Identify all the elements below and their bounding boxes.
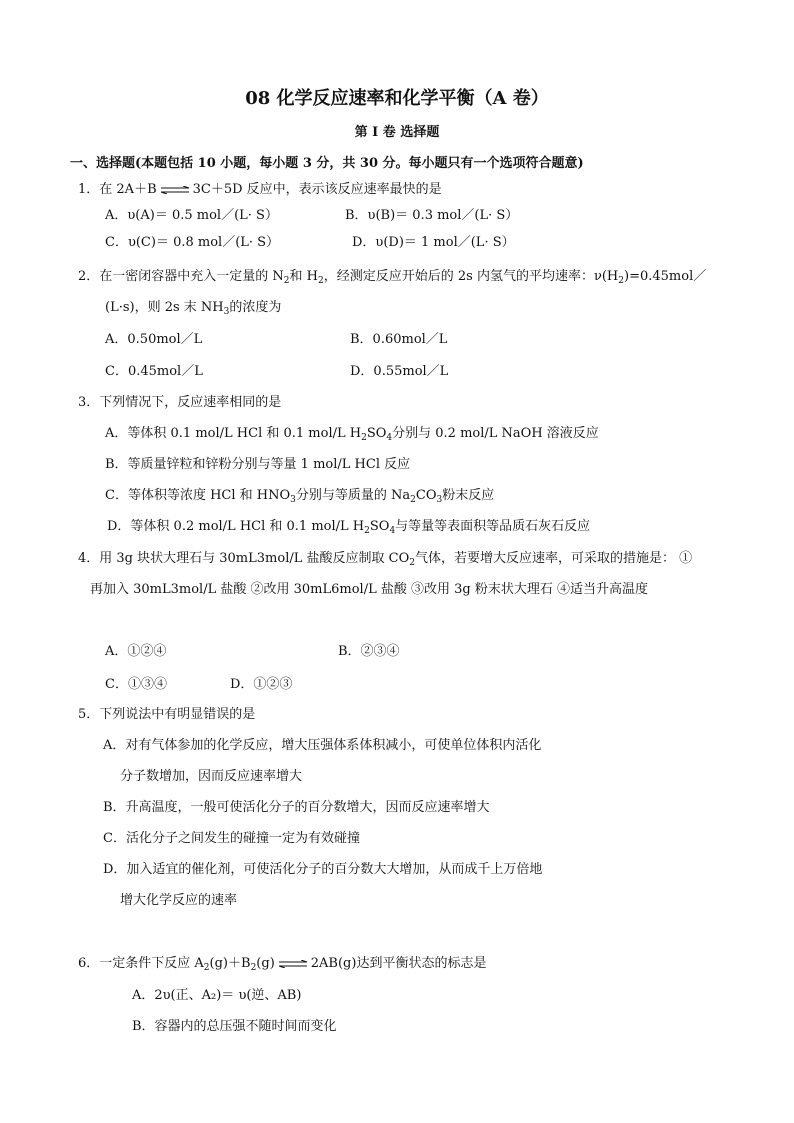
question-2-stem-line2: [105, 299, 281, 317]
subscript: 3: [436, 495, 443, 505]
q3-option-b: B．等质量锌粒和锌粉分别与等量 1 mol/L HCl 反应: [105, 457, 411, 472]
q3-option-a: [105, 425, 599, 443]
subscript: 3: [290, 495, 296, 505]
q2-option-b: B．0.60mol／L: [350, 332, 448, 347]
q1-stem-part: 1．在 2A＋B: [78, 182, 157, 197]
equilibrium-arrow-icon: [278, 960, 308, 968]
q4-option-a: A．①②④: [105, 644, 167, 659]
q3-option-d: [107, 518, 590, 536]
q6-text: (g): [256, 956, 275, 971]
q4-option-d: D．①②③: [230, 677, 293, 692]
q3-text: CO: [415, 488, 437, 503]
q5-option-a-cont: 分子数增加，因而反应速率增大: [120, 769, 303, 784]
subscript: 3: [223, 307, 230, 317]
section-title: 第 I 卷 选择题: [354, 125, 440, 140]
q1-option-d: D．υ(D)＝ 1 mol／(L· S）: [352, 235, 515, 250]
q2-text: 和 H: [289, 269, 318, 284]
q2-option-c: C．0.45mol／L: [105, 364, 203, 379]
subscript: 2: [409, 558, 415, 568]
question-1-stem: [78, 181, 442, 199]
subscript: 2: [283, 276, 290, 286]
q4-option-b: B．②③④: [338, 644, 400, 659]
question-5-stem: 5．下列说法中有明显错误的是: [78, 707, 256, 722]
subscript: 4: [389, 526, 396, 536]
question-4-stem: [78, 550, 692, 568]
q4-option-c: C．①③④: [105, 677, 167, 692]
q2-text: 的浓度为: [229, 300, 282, 315]
q5-option-d-cont: 增大化学反应的速率: [120, 893, 238, 908]
q2-text: ，经测定反应开始后的 2s 内氢气的平均速率：ν(H: [323, 269, 619, 284]
question-4-stem-line2: 再加入 30mL3mol/L 盐酸 ②改用 30mL6mol/L 盐酸 ③改用 3g 粉末状大理石 ④适当升高温度: [90, 582, 648, 597]
q2-text: 2．在一密闭容器中充入一定量的 N: [78, 269, 284, 284]
section-instruction: 一、选择题(本题包括 10 小题，每小题 3 分，共 30 分。每小题只有一个选项符合题意): [70, 156, 584, 171]
q3-text: A．等体积 0.1 mol/L HCl 和 0.1 mol/L H: [105, 426, 362, 441]
q6-text: (g)＋B: [209, 956, 251, 971]
q1-option-a: A．υ(A)＝ 0.5 mol／(L· S）: [105, 208, 278, 223]
q3-text: SO: [366, 426, 387, 441]
q3-text: 与等量等表面积等品质石灰石反应: [395, 519, 591, 534]
subscript: 2: [318, 276, 324, 286]
q3-text: 分别与等质量的 Na: [295, 488, 411, 503]
subscript: 2: [250, 963, 257, 973]
subscript: 4: [386, 433, 393, 443]
subscript: 2: [364, 526, 370, 536]
question-2-stem: [78, 268, 706, 286]
subscript: 2: [410, 495, 416, 505]
q3-text: SO: [369, 519, 390, 534]
page-title: 08 化学反应速率和化学平衡（A 卷）: [245, 88, 549, 109]
q5-option-d: D．加入适宜的催化剂，可使活化分子的百分数大大增加，从而成千上万倍地: [103, 862, 543, 877]
q6-text: 6．一定条件下反应 A: [78, 956, 204, 971]
q3-text: D．等体积 0.2 mol/L HCl 和 0.1 mol/L H: [107, 519, 365, 534]
q1-option-c: C．υ(C)＝ 0.8 mol／(L· S）: [105, 235, 280, 250]
q3-text: 分别与 0.2 mol/L NaOH 溶液反应: [392, 426, 599, 441]
q1-stem-part: 3C＋5D 反应中，表示该反应速率最快的是: [192, 182, 442, 197]
q6-text: 2AB(g)达到平衡状态的标志是: [310, 956, 487, 971]
subscript: 2: [203, 963, 210, 973]
q6-option-b: B．容器内的总压强不随时间而变化: [132, 1019, 337, 1034]
q2-option-d: D．0.55mol／L: [350, 364, 449, 379]
q5-option-c: C．活化分子之间发生的碰撞一定为有效碰撞: [103, 831, 360, 846]
q2-text: (L·s)，则 2s 末 NH: [105, 300, 224, 315]
q3-text: 粉末反应: [442, 488, 495, 503]
q2-option-a: A．0.50mol／L: [105, 332, 203, 347]
q1-option-b: B．υ(B)＝ 0.3 mol／(L· S）: [345, 208, 519, 223]
q4-text: 气体，若要增大反应速率，可采取的措施是： ①: [414, 551, 693, 566]
q5-option-b: B．升高温度，一般可使活化分子的百分数增大，因而反应速率增大: [103, 800, 490, 815]
q6-option-a: A．2υ(正、A₂)＝ υ(逆、AB): [132, 988, 302, 1003]
equilibrium-arrow-icon: [160, 186, 190, 194]
q3-text: C．等体积等浓度 HCl 和 HNO: [105, 488, 291, 503]
subscript: 2: [618, 276, 624, 286]
q5-option-a: A．对有气体参加的化学反应，增大压强体系体积减小，可使单位体积内活化: [103, 738, 542, 753]
question-6-stem: [78, 955, 486, 973]
question-3-stem: 3．下列情况下，反应速率相同的是: [78, 395, 282, 410]
subscript: 2: [361, 433, 367, 443]
q4-text: 4．用 3g 块状大理石与 30mL3mol/L 盐酸反应制取 CO: [78, 551, 410, 566]
q2-text: )=0.45mol／: [624, 269, 707, 284]
q3-option-c: [105, 487, 494, 505]
